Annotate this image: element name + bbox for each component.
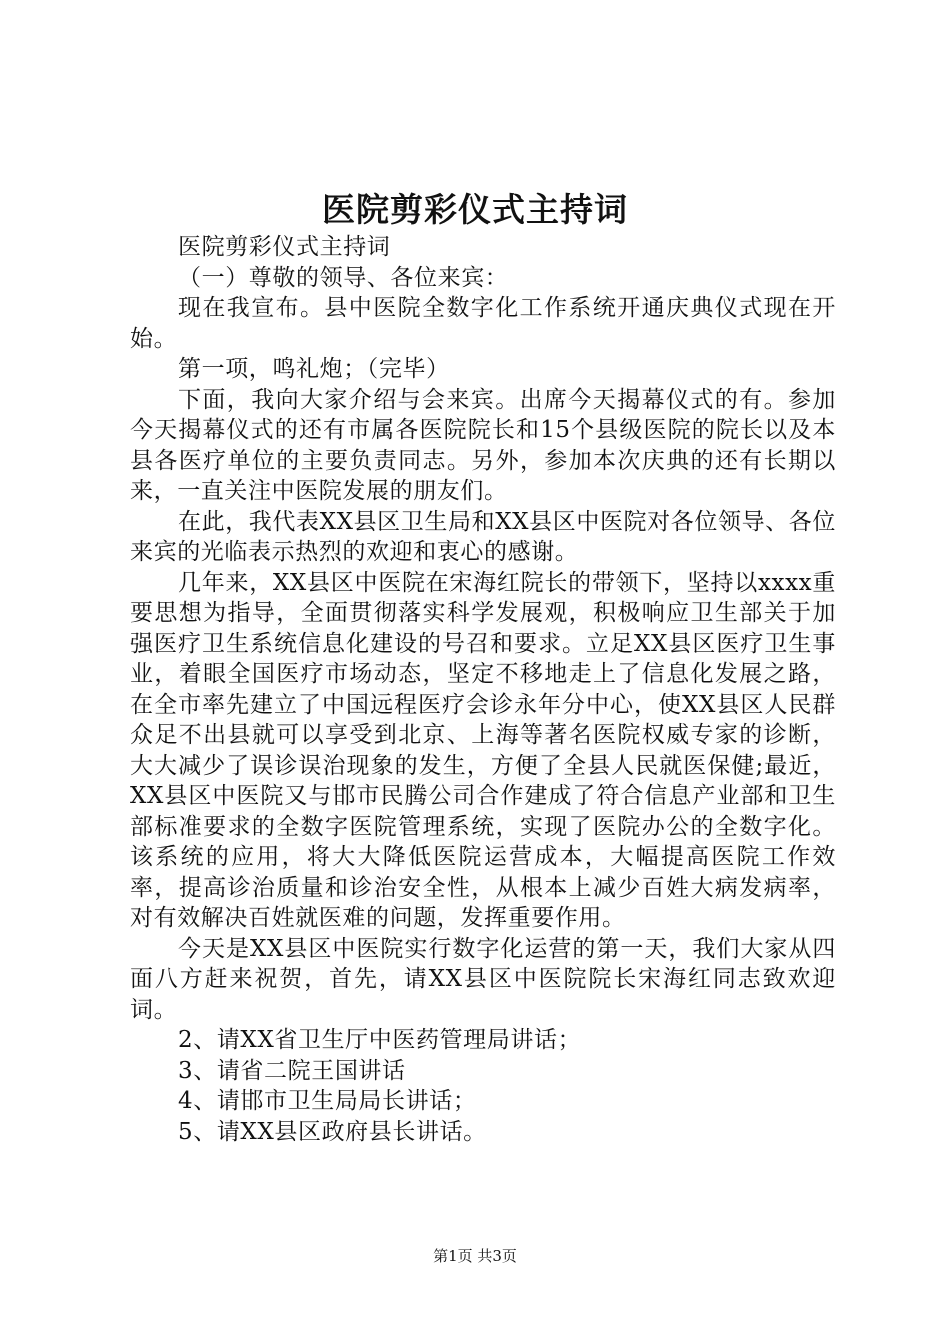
paragraph-item-one: 第一项，鸣礼炮；（完毕） xyxy=(178,356,450,382)
page-footer: 第1页 共3页 xyxy=(433,1247,517,1265)
paragraph-history: 几年来，XX县区中医院在宋海红院长的带领下，坚持以xxxx重要思想为指导，全面贯彻落实科学发展观，积极响应卫生部关于加强医疗卫生系统信息化建设的号召和要求。立足XX县区医疗卫生事业，着眼全国医疗市场动态，坚定不移地走上了信息化发展之路，在全市率先建立了中国远程医疗会诊永年分中心，使XX县区人民群众足不出县就可以享受到北京、上海等著名医院权威专家的诊断，大大减少了误诊误治现象的发生，方便了全县人民就医保健;最近，XX县区中医院又与邯市民腾公司合作建成了符合信息产业部和卫生部标准要求的全数字医院管理系统，实现了医院办公的全数字化。该系统的应用，将大大降低医院运营成本，大幅提高医院工作效率，提高诊治质量和诊治安全性，从根本上减少百姓大病发病率，对有效解决百姓就医难的问题，发挥重要作用。 xyxy=(130,569,836,931)
document-title: 医院剪彩仪式主持词 xyxy=(322,190,628,229)
document-body xyxy=(130,232,836,1147)
paragraph-item-three: 3、请省二院王国讲话 xyxy=(178,1057,406,1084)
paragraph-item-two: 2、请XX省卫生厅中医药管理局讲话； xyxy=(178,1027,582,1053)
paragraph-item-five: 5、请XX县区政府县长讲话。 xyxy=(178,1118,487,1145)
paragraph-thanks: 在此，我代表XX县区卫生局和XX县区中医院对各位领导、各位来宾的光临表示热烈的欢迎和衷心的感谢。 xyxy=(130,508,836,565)
paragraph-subtitle: 医院剪彩仪式主持词 xyxy=(178,234,391,260)
paragraph-guests: 下面，我向大家介绍与会来宾。出席今天揭幕仪式的有。参加今天揭幕仪式的还有市属各医院院长和15个县级医院的院长以及本县各医疗单位的主要负责同志。另外，参加本次庆典的还有长期以来，一直关注中医院发展的朋友们。 xyxy=(130,386,836,504)
paragraph-today: 今天是XX县区中医院实行数字化运营的第一天，我们大家从四面八方赶来祝贺，首先，请XX县区中医院院长宋海红同志致欢迎词。 xyxy=(130,935,836,1023)
paragraph-greeting: （一）尊敬的领导、各位来宾： xyxy=(178,264,509,291)
paragraph-announcement: 现在我宣布。县中医院全数字化工作系统开通庆典仪式现在开始。 xyxy=(130,295,836,352)
paragraph-item-four: 4、请邯市卫生局局长讲话； xyxy=(178,1088,477,1114)
